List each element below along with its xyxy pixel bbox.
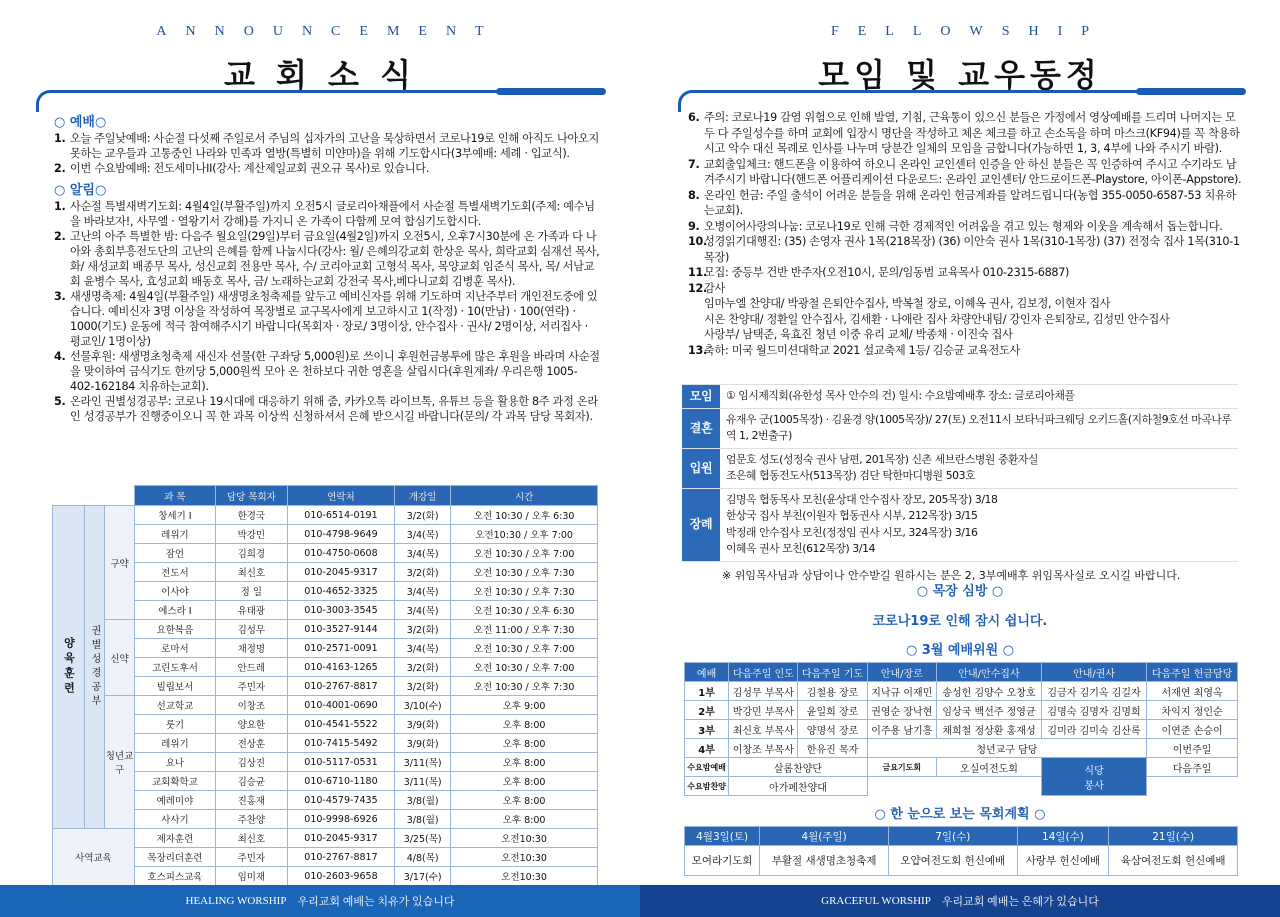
schedule-cell: 박강민 bbox=[215, 525, 287, 544]
committee-cell: 김명숙 김명자 김명희 bbox=[1042, 701, 1147, 720]
schedule-cell: 3/11(목) bbox=[395, 772, 451, 791]
item-number: 8. bbox=[688, 188, 700, 202]
committee-cell: 김성무 부목사 bbox=[729, 682, 798, 701]
schedule-cell: 오전10:30 bbox=[451, 829, 598, 848]
footer-left bbox=[0, 885, 640, 917]
schedule-cell: 빌립보서 bbox=[135, 677, 216, 696]
committee-cell: 윤일희 장로 bbox=[798, 701, 867, 720]
schedule-cell: 진홍재 bbox=[215, 791, 287, 810]
plan-date: 4월3일(토) bbox=[685, 827, 760, 846]
plan-event: 부활절 새생명초청축제 bbox=[760, 846, 889, 876]
extra-value: 살롬찬양단 bbox=[729, 758, 868, 777]
schedule-cell: 3/9(화) bbox=[395, 734, 451, 753]
schedule-cell: 3/10(수) bbox=[395, 696, 451, 715]
footer-right-en: GRACEFUL WORSHIP bbox=[821, 895, 931, 907]
funeral-line: 한상국 집사 부친(이원자 협동권사 시부, 212목장) 3/15 bbox=[726, 509, 978, 522]
item-text: 이번 수요밤예배: 전도세미나II(강사: 계산제일교회 권오규 목사)로 있습니다. bbox=[70, 162, 430, 175]
schedule-cell: 전도서 bbox=[135, 563, 216, 582]
schedule-cell: 010-3003-3545 bbox=[287, 601, 394, 620]
item-text: 주의: 코로나19 감염 위험으로 인해 발열, 기침, 근육통이 있으신 분들은 가정에서 영상예배를 드리며 나머지는 모두 다 주일성수를 하며 교회에 입장시 명단을 작성하고 체온 체크를 하고 손소독을 하며 마스크(KF94)를 꼭 착용하시고 악수 대신 목례로 인사를 나누며 당분간 일체의 모임을 금합니다(가능하면 1, 3, 4부에 나와 주시기 바람). bbox=[704, 111, 1240, 155]
item-number bbox=[688, 312, 704, 328]
schedule-cell: 창세기 I bbox=[135, 506, 216, 525]
schedule-cell: 오전 10:30 / 오후 7:00 bbox=[451, 639, 598, 658]
plan-event: 오얍여전도회 헌신예배 bbox=[888, 846, 1017, 876]
empty-cell bbox=[1147, 777, 1238, 796]
schedule-cell: 010-4541-5522 bbox=[287, 715, 394, 734]
list-item bbox=[688, 343, 1242, 359]
committee-cell: 이주용 남기흥 bbox=[867, 720, 936, 739]
schedule-cell: 사사기 bbox=[135, 810, 216, 829]
schedule-header: 담당 목회자 bbox=[215, 486, 287, 506]
table-row bbox=[53, 582, 598, 601]
committee-cell: 이연준 손승이 bbox=[1147, 720, 1238, 739]
committee-cell: 김금자 김기옥 김길자 bbox=[1042, 682, 1147, 701]
schedule-cell: 정 일 bbox=[215, 582, 287, 601]
funeral-text bbox=[720, 489, 1004, 561]
table-row bbox=[685, 720, 1238, 739]
item-number: 12. bbox=[688, 281, 707, 295]
table-row bbox=[53, 848, 598, 867]
schedule-cell: 오전 11:00 / 오후 7:30 bbox=[451, 620, 598, 639]
plan-date: 7일(수) bbox=[888, 827, 1017, 846]
committee-cell: 서재연 최영옥 bbox=[1147, 682, 1238, 701]
hospital-text bbox=[720, 449, 1044, 488]
plan-date: 14일(수) bbox=[1017, 827, 1109, 846]
schedule-cell: 010-2571-0091 bbox=[287, 639, 394, 658]
list-item bbox=[54, 199, 600, 229]
committee-cell: 양명석 장로 bbox=[798, 720, 867, 739]
schedule-cell: 안드레 bbox=[215, 658, 287, 677]
list-item bbox=[688, 188, 1242, 219]
schedule-cell: 최신호 bbox=[215, 829, 287, 848]
schedule-cell: 010-7415-5492 bbox=[287, 734, 394, 753]
item-number: 10. bbox=[688, 235, 707, 248]
schedule-cell: 오후 8:00 bbox=[451, 734, 598, 753]
committee-header: 안내/장로 bbox=[867, 663, 936, 682]
fellowship-list bbox=[688, 110, 1242, 358]
list-item bbox=[688, 296, 1242, 312]
schedule-corner bbox=[53, 486, 135, 506]
worship-list bbox=[54, 131, 600, 176]
table-row bbox=[53, 601, 598, 620]
notice-head: ○ 알림○ bbox=[54, 183, 107, 198]
table-row bbox=[685, 777, 1238, 796]
hospital-line: 엄문호 성도(성정숙 권사 남편, 201목장) 신촌 세브란스병원 중환자실 bbox=[726, 452, 1039, 466]
item-number: 2. bbox=[54, 230, 66, 243]
schedule-cell: 주민자 bbox=[215, 848, 287, 867]
plan-event: 육삼여전도회 헌신예배 bbox=[1109, 846, 1238, 876]
schedule-cell: 호스피스교육 bbox=[135, 867, 216, 886]
schedule-cell: 목장리더훈련 bbox=[135, 848, 216, 867]
notice-list bbox=[54, 199, 600, 424]
schedule-cell: 010-2045-9317 bbox=[287, 563, 394, 582]
plan-table bbox=[684, 826, 1238, 876]
schedule-cell: 3/4(목) bbox=[395, 639, 451, 658]
plan-event: 사랑부 헌신예배 bbox=[1017, 846, 1109, 876]
table-row bbox=[53, 867, 598, 886]
food-line: 봉사 bbox=[1084, 780, 1104, 792]
schedule-cell: 잠언 bbox=[135, 544, 216, 563]
committee-cell: 2부 bbox=[685, 701, 729, 720]
bible-study-table bbox=[52, 485, 598, 886]
list-item bbox=[54, 161, 600, 176]
schedule-cell: 3/2(화) bbox=[395, 620, 451, 639]
list-item bbox=[54, 229, 600, 289]
schedule-cell: 요나 bbox=[135, 753, 216, 772]
funeral-label: 장례 bbox=[682, 489, 720, 561]
ot-label: 구약 bbox=[105, 506, 135, 620]
schedule-cell: 3/4(목) bbox=[395, 601, 451, 620]
schedule-cell: 김상진 bbox=[215, 753, 287, 772]
table-row bbox=[53, 829, 598, 848]
footer-right bbox=[640, 885, 1280, 917]
table-row bbox=[685, 758, 1238, 777]
list-item bbox=[54, 394, 600, 424]
schedule-header: 과 목 bbox=[135, 486, 216, 506]
funeral-line: 김명옥 협동목사 모친(윤상대 안수집사 장모, 205목장) 3/18 bbox=[726, 492, 998, 506]
table-row bbox=[53, 677, 598, 696]
meeting-label: 모임 bbox=[682, 385, 720, 408]
schedule-cell: 3/4(목) bbox=[395, 544, 451, 563]
schedule-cell: 010-4163-1265 bbox=[287, 658, 394, 677]
schedule-cell: 김성무 bbox=[215, 620, 287, 639]
schedule-cell: 4/8(목) bbox=[395, 848, 451, 867]
left-body bbox=[54, 108, 600, 424]
worship-committee-table bbox=[684, 662, 1238, 796]
committee-header: 다음주일 기도 bbox=[798, 663, 867, 682]
schedule-cell: 김희경 bbox=[215, 544, 287, 563]
schedule-cell: 제자훈련 bbox=[135, 829, 216, 848]
schedule-cell: 선교학교 bbox=[135, 696, 216, 715]
schedule-cell: 010-2767-8817 bbox=[287, 677, 394, 696]
committee-cell: 송성헌 김양수 오창호 bbox=[936, 682, 1041, 701]
list-item bbox=[54, 289, 600, 349]
table-row bbox=[53, 696, 598, 715]
item-number: 1. bbox=[54, 132, 66, 145]
footer-right-ko: 우리교회 예배는 은혜가 있습니다 bbox=[941, 896, 1099, 908]
table-row bbox=[53, 544, 598, 563]
schedule-cell: 3/9(화) bbox=[395, 715, 451, 734]
meeting-box bbox=[682, 384, 1238, 408]
item-number: 9. bbox=[688, 219, 700, 233]
table-row bbox=[53, 506, 598, 525]
table-row bbox=[53, 753, 598, 772]
announcement-caption: ANNOUNCEMENT bbox=[156, 24, 503, 39]
committee-cell: 최신호 부목사 bbox=[729, 720, 798, 739]
schedule-cell: 오후 8:00 bbox=[451, 810, 598, 829]
schedule-cell: 오후 8:00 bbox=[451, 791, 598, 810]
schedule-cell: 요한복음 bbox=[135, 620, 216, 639]
schedule-cell: 고린도후서 bbox=[135, 658, 216, 677]
news-boxes bbox=[682, 384, 1238, 583]
schedule-cell: 주찬양 bbox=[215, 810, 287, 829]
schedule-cell: 010-2045-9317 bbox=[287, 829, 394, 848]
extra-value: 오실여전도회 bbox=[936, 758, 1041, 777]
schedule-cell: 오전10:30 bbox=[451, 867, 598, 886]
schedule-cell: 3/2(화) bbox=[395, 658, 451, 677]
table-row bbox=[53, 810, 598, 829]
list-item bbox=[688, 110, 1242, 157]
schedule-cell: 3/4(목) bbox=[395, 525, 451, 544]
committee-cell: 이번주일 bbox=[1147, 739, 1238, 758]
hospital-box bbox=[682, 448, 1238, 488]
empty-cell bbox=[867, 777, 1041, 796]
table-row bbox=[53, 772, 598, 791]
schedule-cell: 이창조 bbox=[215, 696, 287, 715]
schedule-cell: 주민자 bbox=[215, 677, 287, 696]
extra-label: 금요기도회 bbox=[867, 758, 936, 777]
other-label: 사역교육 bbox=[53, 829, 135, 886]
item-text: 성경읽기대행진: (35) 손영자 권사 1목(218목장) (36) 이안숙 권사 1목(310-1목장) (37) 전정숙 집사 1목(310-1목장) bbox=[704, 235, 1240, 264]
committee-cell: 채희철 정상환 홍재성 bbox=[936, 720, 1041, 739]
wedding-text: 유재우 군(1005목장) · 김윤경 양(1005목장)/ 27(토) 오전11시 보타닉파크웨딩 오키드홀(지하철9호선 마곡나루역 1, 2번출구) bbox=[726, 412, 1232, 442]
schedule-cell: 레위기 bbox=[135, 734, 216, 753]
footer-left-en: HEALING WORSHIP bbox=[185, 895, 287, 907]
group-label: 권별성경공부 bbox=[85, 506, 105, 829]
footer-left-ko: 우리교회 예배는 치유가 있습니다 bbox=[297, 896, 455, 908]
schedule-cell: 010-9998-6926 bbox=[287, 810, 394, 829]
schedule-cell: 오후 8:00 bbox=[451, 715, 598, 734]
table-row bbox=[53, 620, 598, 639]
schedule-cell: 010-2603-9658 bbox=[287, 867, 394, 886]
committee-cell: 한유진 목자 bbox=[798, 739, 867, 758]
item-text: 사랑부/ 남택준, 육효진 청년 이중 유리 교체/ 박종채 · 이진숙 집사 bbox=[704, 328, 1013, 341]
item-text: 사순절 특별새벽기도회: 4월4일(부활주일)까지 오전5시 글로리아채플에서 사순절 특별새벽기도회(주제: 예수님을 바라보자!, 사무엘 · 열왕기서 강해)를 가지니 온 가족이 다함께 모여 합심기도합시다. bbox=[70, 200, 595, 228]
item-number: 1. bbox=[54, 200, 66, 213]
schedule-cell: 예레미야 bbox=[135, 791, 216, 810]
schedule-cell: 오전10:30 bbox=[451, 848, 598, 867]
committee-cell: 임상국 백선주 정영균 bbox=[936, 701, 1041, 720]
item-number bbox=[688, 327, 704, 343]
committee-cell: 4부 bbox=[685, 739, 729, 758]
schedule-cell: 3/8(월) bbox=[395, 810, 451, 829]
schedule-cell: 3/2(화) bbox=[395, 506, 451, 525]
worship-head: ○ 예배○ bbox=[54, 115, 107, 130]
funeral-line: 이혜옥 권사 모친(612목장) 3/14 bbox=[726, 542, 876, 555]
item-number bbox=[688, 296, 704, 312]
table-row bbox=[53, 639, 598, 658]
schedule-cell: 오전 10:30 / 오후 7:30 bbox=[451, 582, 598, 601]
list-item bbox=[54, 349, 600, 394]
list-item bbox=[688, 327, 1242, 343]
schedule-cell: 3/2(화) bbox=[395, 563, 451, 582]
extra-value: 아가페찬양대 bbox=[729, 777, 868, 796]
table-row bbox=[53, 734, 598, 753]
table-row bbox=[685, 739, 1238, 758]
extra-value: 다음주일 bbox=[1147, 758, 1238, 777]
nt-label: 신약 bbox=[105, 620, 135, 696]
schedule-header: 개강일 bbox=[395, 486, 451, 506]
committee-cell: 박강민 부목사 bbox=[729, 701, 798, 720]
list-item bbox=[688, 281, 1242, 297]
item-text: 선물후원: 새생명초청축제 새신자 선물(한 구좌당 5,000원)로 쓰이니 후원헌금봉투에 많은 후원을 바라며 사순절을 맞이하여 금식기도 한끼당 5,000원씩 모아 온 천하보다 귀한 영혼을 살립시다(후원계좌/ 우리은행 1005-402-162184 치유하는교회). bbox=[70, 350, 600, 393]
item-text: 새생명축제: 4월4일(부활주일) 새생명초청축제를 앞두고 예비신자를 위해 기도하며 지난주부터 개인전도중에 있습니다. 예비신자 3명 이상을 작성하여 목장별로 교구목사에게 보고하시고 1(작정) · 10(만남) · 100(연락) · 1000(기도) 운동에 적극 참여해주시기 바랍니다(목회자 · 장로/ 3명이상, 안수집사 · 권사/ 2명이상, 서리집사 · 평교인/ 1명이상) bbox=[70, 290, 598, 348]
list-item bbox=[688, 157, 1242, 188]
schedule-cell: 채정명 bbox=[215, 639, 287, 658]
title-rule-right bbox=[678, 90, 1244, 112]
schedule-cell: 3/11(목) bbox=[395, 753, 451, 772]
visit-head: ○ 목장 심방 ○ bbox=[916, 584, 1004, 599]
schedule-cell: 오전 10:30 / 오후 7:00 bbox=[451, 544, 598, 563]
schedule-cell: 010-3527-9144 bbox=[287, 620, 394, 639]
item-text: 감사 bbox=[704, 281, 726, 295]
committee-header: 안내/권사 bbox=[1042, 663, 1147, 682]
schedule-cell: 010-6710-1180 bbox=[287, 772, 394, 791]
item-text: 축하: 미국 월드미션대학교 2021 설교축제 1등/ 김승균 교육전도사 bbox=[704, 343, 1020, 357]
list-item bbox=[688, 219, 1242, 235]
plan-date: 4월(주일) bbox=[760, 827, 889, 846]
hospital-line: 조은혜 협동전도사(513목장) 검단 탁한마디병원 503호 bbox=[726, 469, 976, 482]
fellowship-caption: FELLOWSHIP bbox=[830, 24, 1109, 39]
schedule-cell: 3/4(목) bbox=[395, 582, 451, 601]
item-number: 5. bbox=[54, 395, 66, 408]
right-body bbox=[688, 110, 1242, 358]
committee-cell: 권영순 장낙현 bbox=[867, 701, 936, 720]
item-text: 온라인 권별성경공부: 코로나 19시대에 대응하기 위해 줌, 카카오톡 라이브톡, 유튜브 등을 활용한 8주 과정 온라인 성경공부가 진행중이오니 꼭 한 과목 이상씩 신청하셔서 은혜 받으시길 바랍니다(문의/ 각 과목 담당 목회자). bbox=[70, 395, 598, 423]
table-row bbox=[53, 658, 598, 677]
table-row bbox=[53, 525, 598, 544]
schedule-cell: 010-2767-8817 bbox=[287, 848, 394, 867]
list-item bbox=[688, 265, 1242, 281]
table-row bbox=[685, 682, 1238, 701]
schedule-cell: 로마서 bbox=[135, 639, 216, 658]
committee-cell: 1부 bbox=[685, 682, 729, 701]
meeting-text: ① 임시제직회(유한성 목사 안수의 건) 일시: 수요밤예배후 장소: 글로리아채플 bbox=[726, 389, 1075, 402]
schedule-cell: 오전 10:30 / 오후 6:30 bbox=[451, 601, 598, 620]
schedule-cell: 오후 8:00 bbox=[451, 753, 598, 772]
plan-date: 21일(수) bbox=[1109, 827, 1238, 846]
schedule-cell: 3/25(목) bbox=[395, 829, 451, 848]
schedule-cell: 에스라 I bbox=[135, 601, 216, 620]
food-label bbox=[1042, 758, 1147, 796]
committee-cell: 3부 bbox=[685, 720, 729, 739]
schedule-cell: 양요한 bbox=[215, 715, 287, 734]
committee-header: 안내/안수집사 bbox=[936, 663, 1041, 682]
schedule-cell: 유태광 bbox=[215, 601, 287, 620]
schedule-cell: 김승균 bbox=[215, 772, 287, 791]
schedule-cell: 이사야 bbox=[135, 582, 216, 601]
schedule-cell: 오후 9:00 bbox=[451, 696, 598, 715]
schedule-cell: 임미재 bbox=[215, 867, 287, 886]
item-number: 13. bbox=[688, 343, 707, 357]
item-text: 온라인 헌금: 주일 출석이 어려운 분들을 위해 온라인 헌금계좌를 알려드립니다(농협 355-0050-6587-53 치유하는교회). bbox=[704, 188, 1236, 217]
schedule-cell: 전상훈 bbox=[215, 734, 287, 753]
table-row bbox=[685, 701, 1238, 720]
right-page bbox=[640, 0, 1280, 917]
item-number: 7. bbox=[688, 157, 700, 171]
committee-header: 다음주일 인도 bbox=[729, 663, 798, 682]
schedule-cell: 오후 8:00 bbox=[451, 772, 598, 791]
schedule-cell: 오전 10:30 / 오후 6:30 bbox=[451, 506, 598, 525]
item-text: 모집: 중등부 건반 반주자(오전10시, 문의/임동범 교육목사 010-2315-6887) bbox=[704, 266, 1070, 279]
committee-header: 예배 bbox=[685, 663, 729, 682]
schedule-cell: 룻기 bbox=[135, 715, 216, 734]
wedding-label: 결혼 bbox=[682, 409, 720, 448]
page-title-right: 모임 및 교우동정 bbox=[818, 56, 1102, 94]
item-text: 고난의 아주 특별한 밤: 다음주 월요일(29일)부터 금요일(4월2일)까지 오전5시, 오후7시30분에 온 가족과 다 나아와 총회부흥전도단의 고난의 은혜를 함께 나눕시다(강사: 월/ 은혜의강교회 한상운 목사, 희락교회 심재선 목사, 화/ 새성교회 배종무 목사, 성신교회 전용만 목사, 수/ 코리아교회 고형석 목사, 목양교회 임준식 목사, 목/ 서남교회 윤병수 목사, 효성교회 배동호 목사, 금/ 노래하는교회 강전국 목사,베다니교회 김병훈 목사). bbox=[70, 230, 600, 288]
visit-section bbox=[682, 580, 1238, 658]
worship-committee-head: ○ 3월 예배위원 ○ bbox=[905, 643, 1015, 658]
list-item bbox=[688, 312, 1242, 328]
schedule-cell: 오전 10:30 / 오후 7:00 bbox=[451, 658, 598, 677]
table-row bbox=[53, 791, 598, 810]
item-number: 3. bbox=[54, 290, 66, 303]
extra-label: 수요밤찬양 bbox=[685, 777, 729, 796]
committee-cell: 김철용 장로 bbox=[798, 682, 867, 701]
committee-cell: 차익지 정인순 bbox=[1147, 701, 1238, 720]
schedule-cell: 오전 10:30 / 오후 7:30 bbox=[451, 563, 598, 582]
youth-label: 청년교구 bbox=[105, 696, 135, 829]
committee-cell: 청년교구 담당 bbox=[867, 739, 1146, 758]
table-row bbox=[53, 715, 598, 734]
hospital-label: 입원 bbox=[682, 449, 720, 488]
schedule-cell: 오전10:30 / 오후 7:00 bbox=[451, 525, 598, 544]
schedule-cell: 최신호 bbox=[215, 563, 287, 582]
schedule-cell: 교회확학교 bbox=[135, 772, 216, 791]
plan-event: 모여라기도회 bbox=[685, 846, 760, 876]
extra-label: 수요밤예배 bbox=[685, 758, 729, 777]
funeral-box bbox=[682, 488, 1238, 562]
schedule-cell: 3/8(월) bbox=[395, 791, 451, 810]
side-label: 양육훈련 bbox=[53, 506, 85, 829]
list-item bbox=[688, 234, 1242, 265]
table-row bbox=[53, 563, 598, 582]
schedule-cell: 010-5117-0531 bbox=[287, 753, 394, 772]
item-text: 오늘 주일낮예배: 사순절 다섯째 주일로서 주님의 십자가의 고난을 묵상하면서 코로나19로 인해 아직도 나아오지 못하는 교우들과 고통중인 나라와 민족과 열방(특별히 미얀마)을 위해 기도합시다(3부예배: 세례 · 입교식). bbox=[70, 132, 600, 160]
funeral-line: 박정래 안수집사 모친(정정임 권사 시모, 324목장) 3/16 bbox=[726, 525, 978, 539]
item-text: 교회출입체크: 핸드폰을 이용하여 하오니 온라인 교인센터 인증을 안 하신 분들은 꼭 인증하여 주시고 수기라도 남겨주시기 바랍니다(핸드폰 어플리케이션 다운로드: 온라인 교인센터/ 안드로이드폰-Playstore, 아이폰-Appstore). bbox=[704, 157, 1242, 186]
page-title: 교 회 소 식 bbox=[223, 56, 417, 94]
schedule-cell: 오전 10:30 / 오후 7:30 bbox=[451, 677, 598, 696]
item-number: 11. bbox=[688, 266, 707, 279]
schedule-header: 연락처 bbox=[287, 486, 394, 506]
committee-cell: 지낙규 이재민 bbox=[867, 682, 936, 701]
committee-cell: 김미라 김미숙 김산록 bbox=[1042, 720, 1147, 739]
food-line: 식당 bbox=[1084, 765, 1104, 777]
schedule-cell: 3/17(수) bbox=[395, 867, 451, 886]
item-number: 4. bbox=[54, 350, 66, 363]
schedule-cell: 010-4579-7435 bbox=[287, 791, 394, 810]
plan-head: ○ 한 눈으로 보는 목회계획 ○ bbox=[874, 807, 1046, 822]
item-text: 임마누엘 찬양대/ 박광철 은퇴안수집사, 박복철 장로, 이혜옥 권사, 김보정, 이현자 집사 bbox=[704, 297, 1111, 310]
schedule-header: 시간 bbox=[451, 486, 598, 506]
schedule-cell: 010-4798-9649 bbox=[287, 525, 394, 544]
schedule-cell: 010-4001-0690 bbox=[287, 696, 394, 715]
pastor-note: ※ 위임목사님과 상담이나 안수받길 원하시는 분은 2, 3부예배후 위임목사실로 오시길 바랍니다. bbox=[722, 568, 1181, 582]
visit-text: 코로나19로 인해 잠시 쉽니다. bbox=[872, 614, 1048, 629]
wedding-box bbox=[682, 408, 1238, 448]
schedule-cell: 010-4750-0608 bbox=[287, 544, 394, 563]
item-number: 2. bbox=[54, 162, 66, 175]
committee-cell: 이창조 부목사 bbox=[729, 739, 798, 758]
item-number: 6. bbox=[688, 111, 700, 124]
item-text: 오병이어사랑의나눔: 코로나19로 인해 극한 경제적인 어려움을 겪고 있는 형제와 이웃을 계속해서 돕는합니다. bbox=[704, 219, 1223, 233]
schedule-cell: 한경국 bbox=[215, 506, 287, 525]
schedule-cell: 010-4652-3325 bbox=[287, 582, 394, 601]
schedule-cell: 레위기 bbox=[135, 525, 216, 544]
item-text: 시온 찬양대/ 정환일 안수집사, 김세환 · 나애란 집사 차량안내팀/ 강인자 은퇴장로, 김성민 안수집사 bbox=[704, 312, 1170, 326]
list-item bbox=[54, 131, 600, 161]
committee-header: 다음주일 헌금담당 bbox=[1147, 663, 1238, 682]
schedule-cell: 3/2(화) bbox=[395, 677, 451, 696]
schedule-cell: 010-6514-0191 bbox=[287, 506, 394, 525]
